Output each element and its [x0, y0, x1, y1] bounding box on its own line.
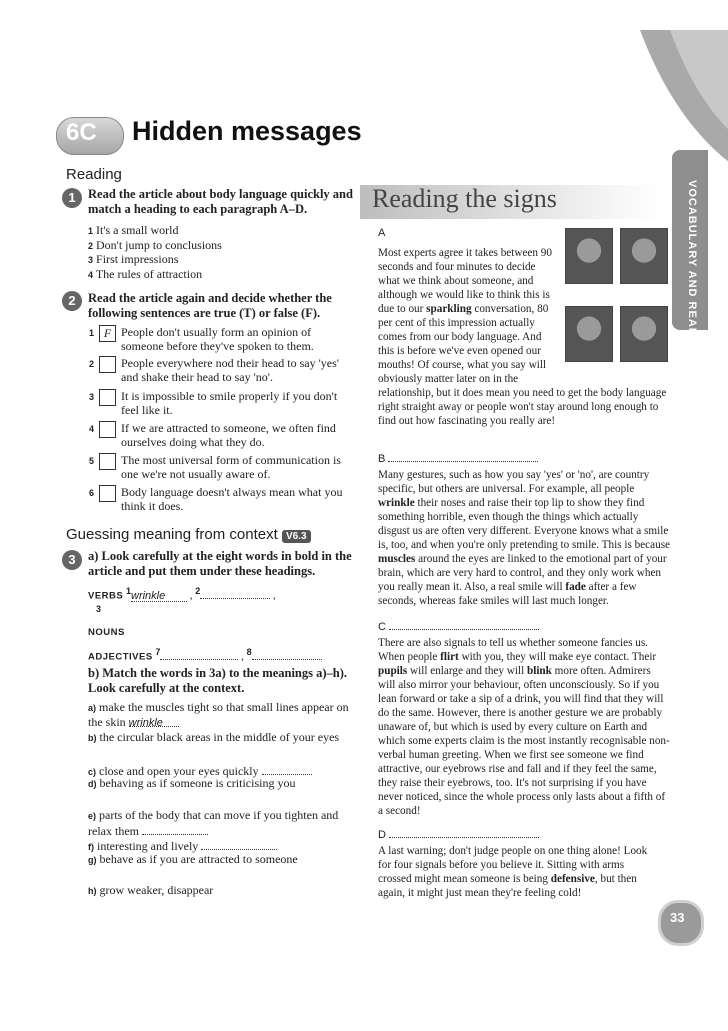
handwritten-answer: wrinkle: [128, 717, 163, 729]
tf-statement: It is impossible to smile properly if you don't feel like it.: [121, 389, 338, 417]
tf-item-number: 6: [89, 488, 95, 498]
tf-statement: Body language doesn't always mean what you think it does.: [121, 485, 343, 513]
face-photo: [565, 228, 613, 284]
tf-answer-box[interactable]: F: [99, 325, 116, 342]
tf-statement: People everywhere nod their head to say 'yes' and shake their head to say 'no'.: [121, 356, 339, 384]
meaning-item: h) grow weaker, disappear: [88, 883, 214, 897]
guessing-heading: Guessing meaning from context V6.3: [66, 526, 311, 543]
list-item: 4 The rules of attraction: [88, 266, 203, 281]
tf-statement: If we are attracted to someone, we often find ourselves doing what they do.: [121, 421, 336, 449]
tf-item-number: 5: [89, 456, 95, 466]
paragraph-b: Many gestures, such as how you say 'yes' or 'no', are country specific, but others are universal. For example, all people wrinkle their noses and raise their top lip to show they find something horrible, even though the things which actually disgust us are often very different. Everyone knows what a smile is, too, and when you're only pretending to smile. This is because muscles around the eyes are linked to the emotional part of your brain, which are very hard to control, and they only work when you really mean it. Also, a real smile will fade after a few seconds, whereas fake smiles will last much longer.: [378, 469, 671, 607]
verb-3-number: 3: [96, 604, 102, 614]
meaning-item: g) behave as if you are attracted to someone: [88, 852, 298, 866]
side-tab-label: VOCABULARY AND READING: [686, 180, 698, 360]
paragraph-d: A last warning; don't judge people on one thing alone! Look for four signals before you believe it. Sitting with arms crossed might mean someone is being defensive, but then again, it might just mean they're feeling cold!: [378, 845, 648, 899]
list-item: 1 It's a small world: [88, 223, 179, 237]
paragraph-letter: A: [378, 227, 386, 239]
adjectives-row: ADJECTIVES $^7$ , $^8$: [88, 647, 322, 663]
tf-statement: The most universal form of communication is one we're not usually aware of.: [121, 453, 341, 481]
exercise-1-number: 1: [62, 188, 82, 208]
tf-answer-box[interactable]: [99, 389, 116, 406]
unit-label: 6C: [66, 119, 97, 146]
exercise-3b-instruction: b) Match the words in 3a) to the meanings a)–h). Look carefully at the context.: [88, 666, 348, 695]
bold-keyword: sparkling: [426, 303, 472, 315]
paragraph-letter: D: [378, 826, 539, 841]
paragraph-letter: B: [378, 450, 538, 465]
meaning-item: f) interesting and lively: [88, 838, 358, 855]
meaning-item: e) parts of the body that can move if you tighten and relax them: [88, 808, 339, 838]
article-title: Reading the signs: [372, 184, 557, 213]
exercise-3a-instruction: a) Look carefully at the eight words in bold in the article and put them under these headings.: [88, 549, 352, 578]
exercise-2-instruction: Read the article again and decide whether the following sentences are true (T) or false (F).: [88, 291, 332, 320]
exercise-2-number: 2: [62, 291, 82, 311]
list-item: 2 Don't jump to conclusions: [88, 237, 222, 252]
tf-item-number: 1: [89, 328, 95, 338]
tf-answer-box[interactable]: [99, 356, 116, 373]
exercise-3-number: 3: [62, 550, 82, 570]
tf-item-number: 2: [89, 359, 95, 369]
tf-item-number: 4: [89, 424, 95, 434]
face-photo: [620, 228, 668, 284]
meaning-item: d) behaving as if someone is criticising you: [88, 776, 296, 790]
tf-answer-box[interactable]: [99, 421, 116, 438]
vocab-reference-badge: V6.3: [282, 530, 311, 543]
reading-heading: Reading: [66, 166, 122, 183]
tf-item-number: 3: [89, 392, 95, 402]
paragraph-c: There are also signals to tell us whether someone fancies us. When people flirt with you, they will make eye contact. Their pupils will enlarge and they will blink more often. Admirers will also mirror your behaviour, often unconsciously. So if you lean forward or take a sip of a drink, you will find that they will do the same. However, there is another gesture we are probably unaware of, but which is used by every culture on Earth and which some experts claim is the most instantly recognisable non-verbal human greeting. When we first see someone we find attractive, our eyebrows rise and fall and if they feel the same, they raise their eyebrows, too. It's not surprising if you have never noticed, since the whole process only lasts about a fifth of a second!: [378, 637, 670, 817]
tf-answer-box[interactable]: [99, 453, 116, 470]
tf-statement: People don't usually form an opinion of someone before they've spoken to them.: [121, 325, 314, 353]
face-photo: [565, 306, 613, 362]
page-number: 33: [670, 910, 685, 925]
meaning-item: a) make the muscles tight so that small lines appear on the skin wrinkle: [88, 700, 349, 729]
page-title: Hidden messages: [132, 116, 362, 146]
paragraph-a-top: Most experts agree it takes between 90 seconds and four minutes to decide what we think about someone, and although we would like to think this is due to our sparkling conversation, 80 per cent of this impression actually comes from our body language. And this is before we've even opened our mouths! Of course, what you say will obviously matter later on in the: [378, 247, 552, 385]
exercise-1-instruction: Read the article about body language quickly and match a heading to each paragraph A–D.: [88, 187, 353, 216]
paragraph-a-bottom: relationship, but it does mean you need to get the body language right straight away or people won't stay around long enough to find out how fascinating you really are!: [378, 387, 667, 427]
list-item: 3 First impressions: [88, 252, 179, 266]
paragraph-letter: C: [378, 618, 539, 633]
nouns-label: NOUNS: [88, 627, 125, 638]
face-photo: [620, 306, 668, 362]
verbs-row: VERBS $^1$wrinkle , $^2$ ,: [88, 586, 276, 602]
meaning-item: c) close and open your eyes quickly: [88, 763, 358, 780]
meaning-item: b) the circular black areas in the middle of your eyes: [88, 730, 340, 744]
decorative-corner-shape: [600, 30, 728, 170]
heading-list: [88, 224, 222, 282]
handwritten-answer: wrinkle: [131, 589, 166, 602]
tf-answer-box[interactable]: [99, 485, 116, 502]
